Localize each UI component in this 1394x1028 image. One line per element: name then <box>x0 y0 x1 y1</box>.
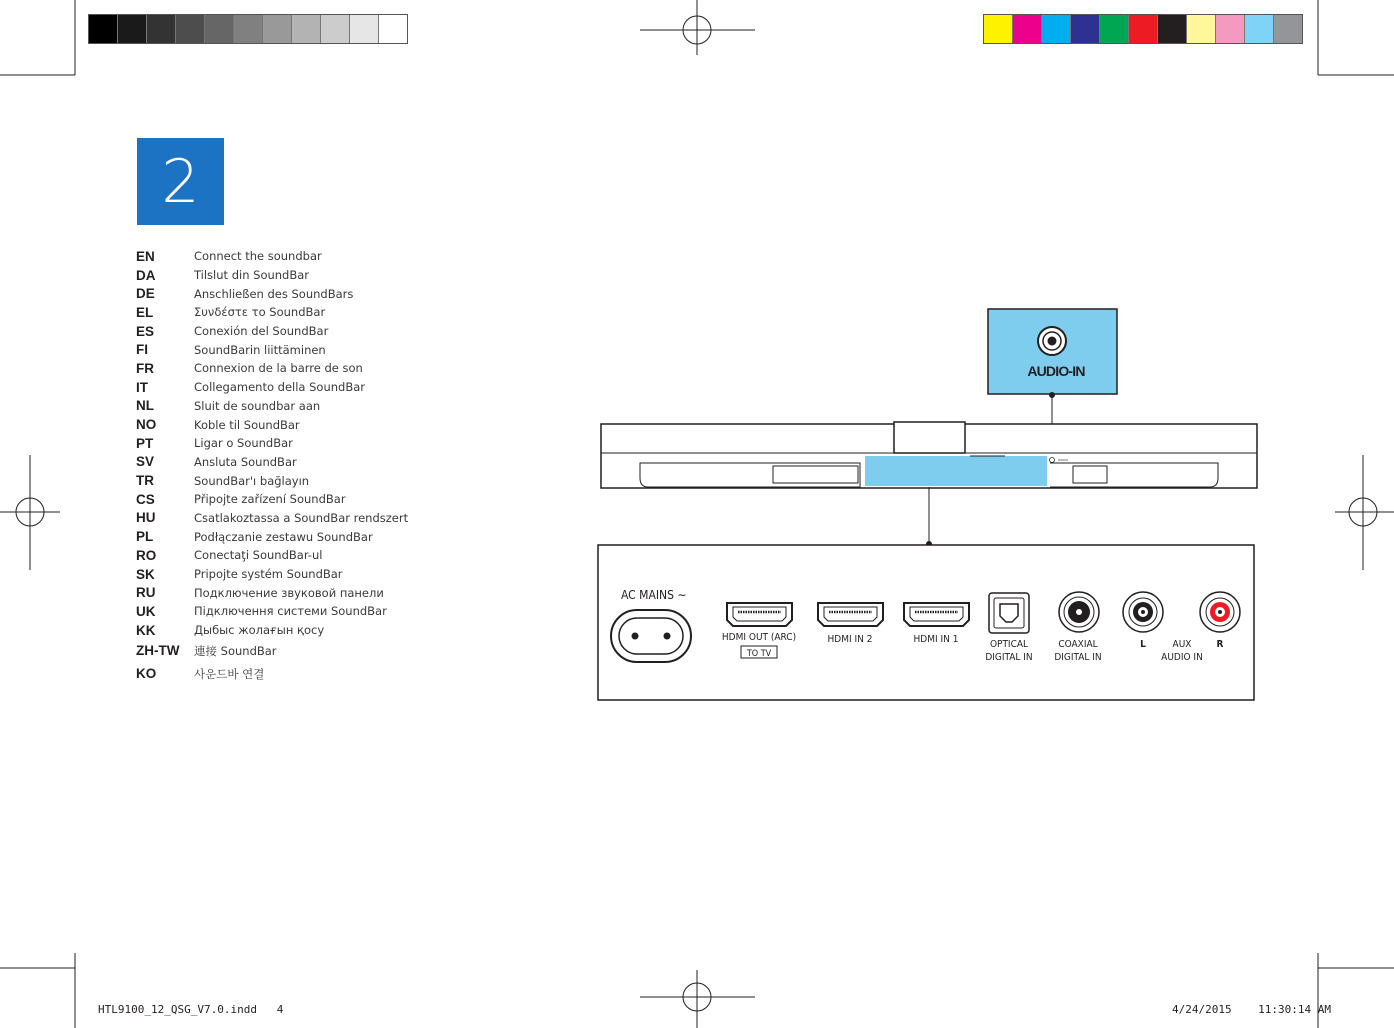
coaxial-label-line2: DIGITAL IN <box>1054 652 1102 663</box>
language-instruction: Connexion de la barre de son <box>194 361 363 376</box>
language-instruction: Ligar o SoundBar <box>194 436 293 451</box>
language-instruction: Podłączanie zestawu SoundBar <box>194 529 373 544</box>
language-code: TR <box>136 473 154 489</box>
language-code: NO <box>136 417 157 433</box>
hdmi-in2-label: HDMI IN 2 <box>827 634 873 645</box>
language-code: EN <box>136 248 155 264</box>
ports-panel <box>598 545 1254 700</box>
language-code: DA <box>136 267 156 283</box>
language-instruction: Collegamento della SoundBar <box>194 380 365 395</box>
language-code: RU <box>136 585 156 601</box>
language-code: SV <box>136 454 155 470</box>
language-instruction: 사운드바 연결 <box>194 666 265 681</box>
language-code: PT <box>136 435 154 451</box>
language-instruction: Ansluta SoundBar <box>194 454 297 469</box>
language-instruction: Συνδέστε το SoundBar <box>194 305 326 320</box>
language-instruction: SoundBar'ı bağlayın <box>194 473 310 488</box>
aux-label-line1: AUX <box>1172 639 1192 650</box>
optical-label-line2: DIGITAL IN <box>985 652 1033 663</box>
language-instruction: Підключення системи SoundBar <box>194 604 387 619</box>
coaxial-label-line1: COAXIAL <box>1058 639 1098 650</box>
language-code: CS <box>136 491 155 507</box>
language-instruction: Anschließen des SoundBars <box>194 286 354 301</box>
language-instruction: Pripojte systém SoundBar <box>194 567 343 582</box>
language-code: FR <box>136 360 154 376</box>
language-code: ZH-TW <box>136 643 180 659</box>
language-code: DE <box>136 286 155 302</box>
language-instruction: Koble til SoundBar <box>194 417 300 432</box>
ac-mains-label: AC MAINS ∼ <box>621 588 687 602</box>
language-instruction: Csatlakoztassa a SoundBar rendszert <box>194 510 409 525</box>
language-instruction: Подключение звуковой панели <box>194 585 384 600</box>
soundbar-top-module <box>894 422 965 453</box>
language-code: RO <box>136 547 157 563</box>
language-instruction: 連接 SoundBar <box>194 643 277 658</box>
aux-left-port-icon <box>1123 592 1163 632</box>
soundbar-port-highlight <box>865 456 1047 486</box>
language-code: FI <box>136 342 148 358</box>
language-code: PL <box>136 529 154 545</box>
language-instruction: Tilslut din SoundBar <box>194 268 310 283</box>
footer-file-name: HTL9100_12_QSG_V7.0.indd 4 <box>98 1003 284 1016</box>
language-instruction: Sluit de soundbar aan <box>194 398 321 413</box>
language-instruction: Připojte zařízení SoundBar <box>194 492 346 507</box>
language-code: KK <box>136 622 156 638</box>
language-instruction: Conectaţi SoundBar-ul <box>194 548 323 563</box>
language-code: HU <box>136 510 156 526</box>
footer-datetime: 4/24/2015 11:30:14 AM <box>1172 1003 1331 1016</box>
language-code: EL <box>136 304 154 320</box>
language-code: ES <box>136 323 155 339</box>
language-instruction: Дыбыс жолағын қосу <box>194 623 325 638</box>
aux-right-label: R <box>1216 639 1224 650</box>
aux-right-port-icon <box>1200 592 1240 632</box>
language-code: NL <box>136 398 154 414</box>
optical-label-line1: OPTICAL <box>989 639 1029 650</box>
aux-label-line2: AUDIO IN <box>1161 652 1203 663</box>
step-number: 2 <box>161 146 200 217</box>
language-code: SK <box>136 566 155 582</box>
language-instruction: SoundBarin liittäminen <box>194 342 326 357</box>
language-code: UK <box>136 603 156 619</box>
hdmi-out-label: HDMI OUT (ARC) <box>721 632 797 643</box>
aux-left-label: L <box>1140 639 1146 650</box>
language-instruction: Conexión del SoundBar <box>194 324 329 339</box>
hdmi-in1-label: HDMI IN 1 <box>913 634 959 645</box>
hdmi-out-sub-label: TO TV <box>746 649 772 659</box>
audio-in-label: AUDIO-IN <box>1027 363 1085 379</box>
language-code: IT <box>136 379 148 395</box>
language-code: KO <box>136 666 157 682</box>
language-instruction: Connect the soundbar <box>194 249 322 264</box>
